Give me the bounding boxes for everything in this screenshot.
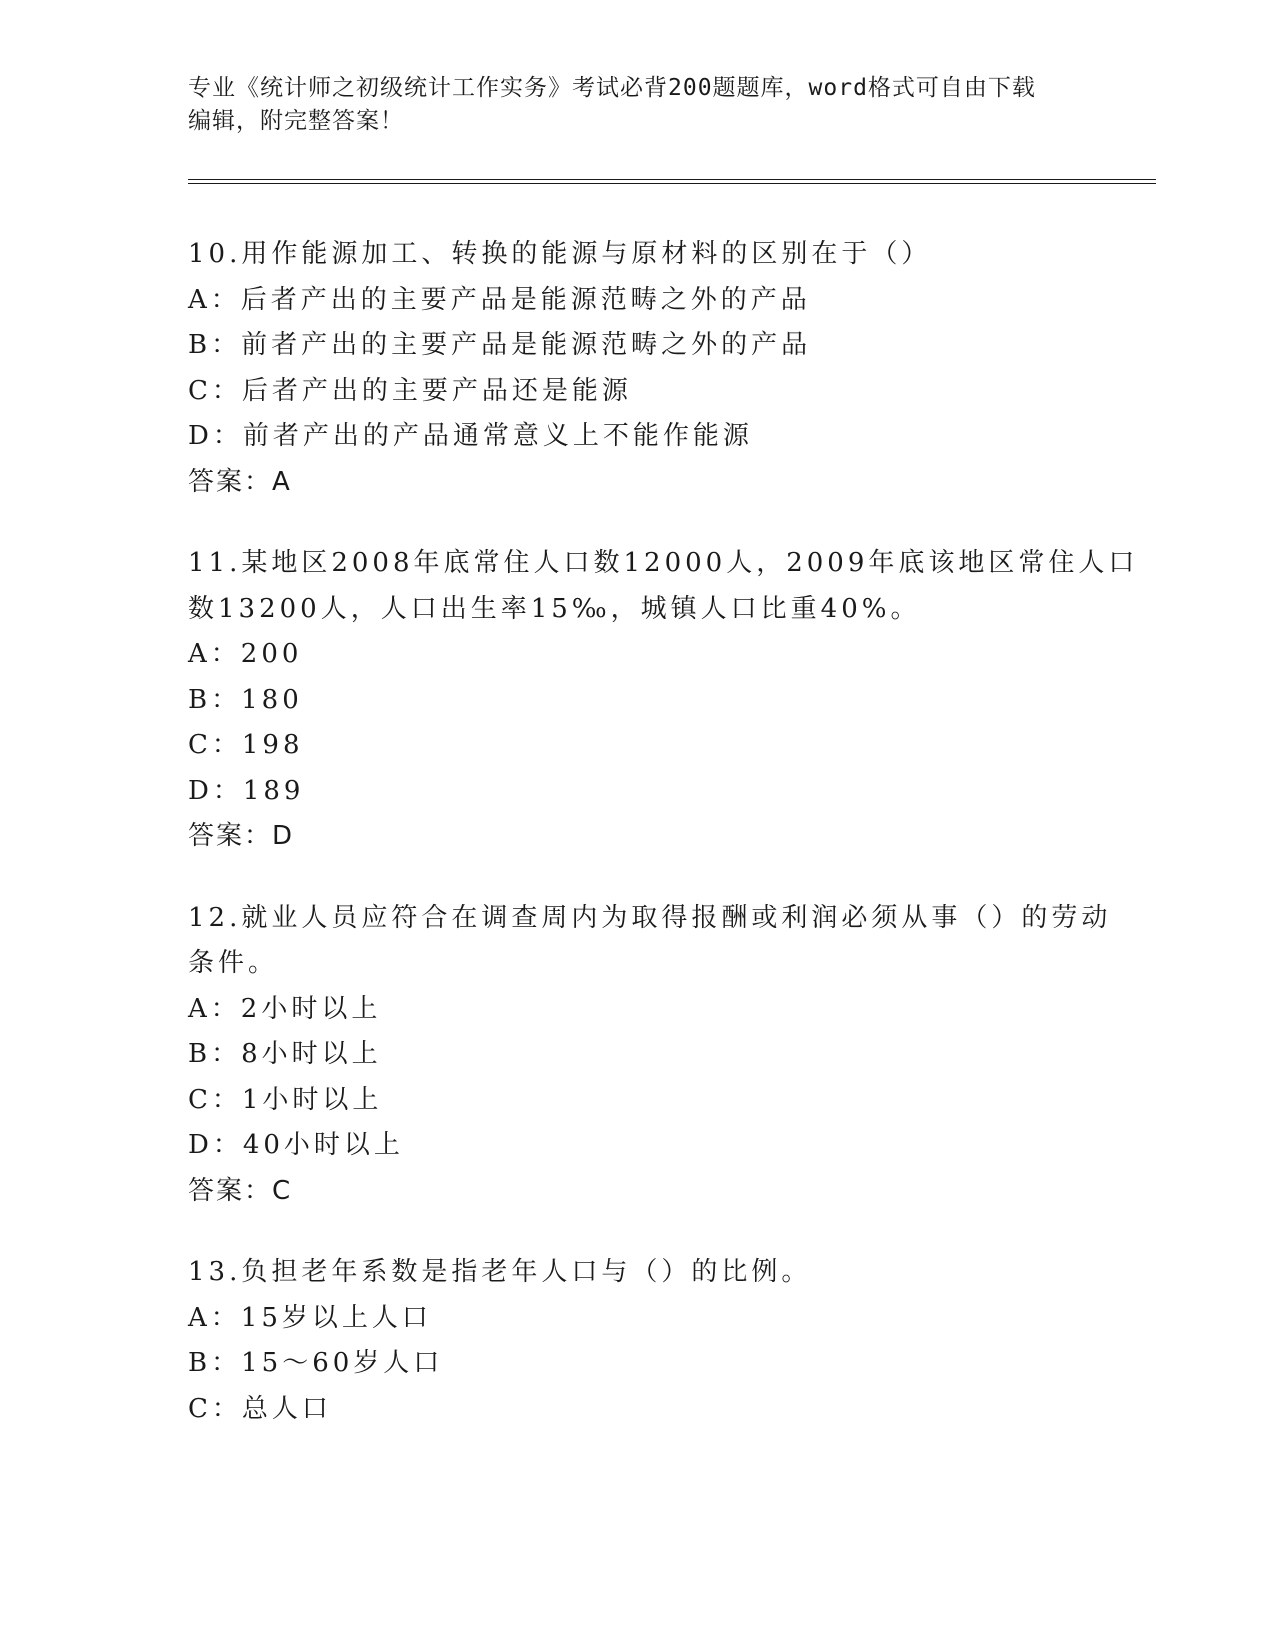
question-12 <box>188 896 1112 1215</box>
answer-label: 答案：A <box>188 466 292 497</box>
option-c: C：1小时以上 <box>188 1084 383 1115</box>
header-title-line-2: 编辑，附完整答案！ <box>188 108 404 134</box>
option-a: A：2小时以上 <box>188 993 382 1024</box>
question-stem: 10.用作能源加工、转换的能源与原材料的区别在于（） <box>188 239 932 269</box>
option-a: A：15岁以上人口 <box>188 1302 432 1333</box>
option-d: D：前者产出的产品通常意义上不能作能源 <box>188 421 753 451</box>
document-header <box>188 72 1068 138</box>
option-a: A：后者产出的主要产品是能源范畴之外的产品 <box>188 284 811 315</box>
question-10 <box>188 232 1088 505</box>
answer-label: 答案：D <box>188 821 295 851</box>
option-b: B：8小时以上 <box>188 1039 382 1069</box>
question-stem-continued: 条件。 <box>188 948 279 978</box>
header-divider-top <box>188 179 1156 180</box>
header-divider-bottom <box>188 183 1156 184</box>
question-stem: 11.某地区2008年底常住人口数12000人，2009年底该地区常住人口 <box>188 548 1139 578</box>
question-stem: 12.就业人员应符合在调查周内为取得报酬或利润必须从事（）的劳动 <box>188 902 1112 933</box>
option-b: B：前者产出的主要产品是能源范畴之外的产品 <box>188 330 812 360</box>
option-d: D：40小时以上 <box>188 1130 404 1160</box>
option-b: B：15～60岁人口 <box>188 1348 444 1378</box>
question-stem: 13.负担老年系数是指老年人口与（）的比例。 <box>188 1257 812 1287</box>
question-list <box>188 232 1139 1468</box>
question-11 <box>188 541 1139 860</box>
option-c: C：总人口 <box>188 1393 332 1424</box>
answer-label: 答案：C <box>188 1175 293 1206</box>
header-title-line-1: 专业《统计师之初级统计工作实务》考试必背200题题库，word格式可自由下载 <box>188 75 1036 101</box>
option-b: B：180 <box>188 684 303 715</box>
option-c: C：198 <box>188 730 304 760</box>
option-c: C：后者产出的主要产品还是能源 <box>188 375 632 406</box>
option-d: D：189 <box>188 775 305 806</box>
question-13 <box>188 1250 1088 1432</box>
question-stem-continued: 数13200人，人口出生率15‰，城镇人口比重40%。 <box>188 593 921 624</box>
option-a: A：200 <box>188 639 303 669</box>
